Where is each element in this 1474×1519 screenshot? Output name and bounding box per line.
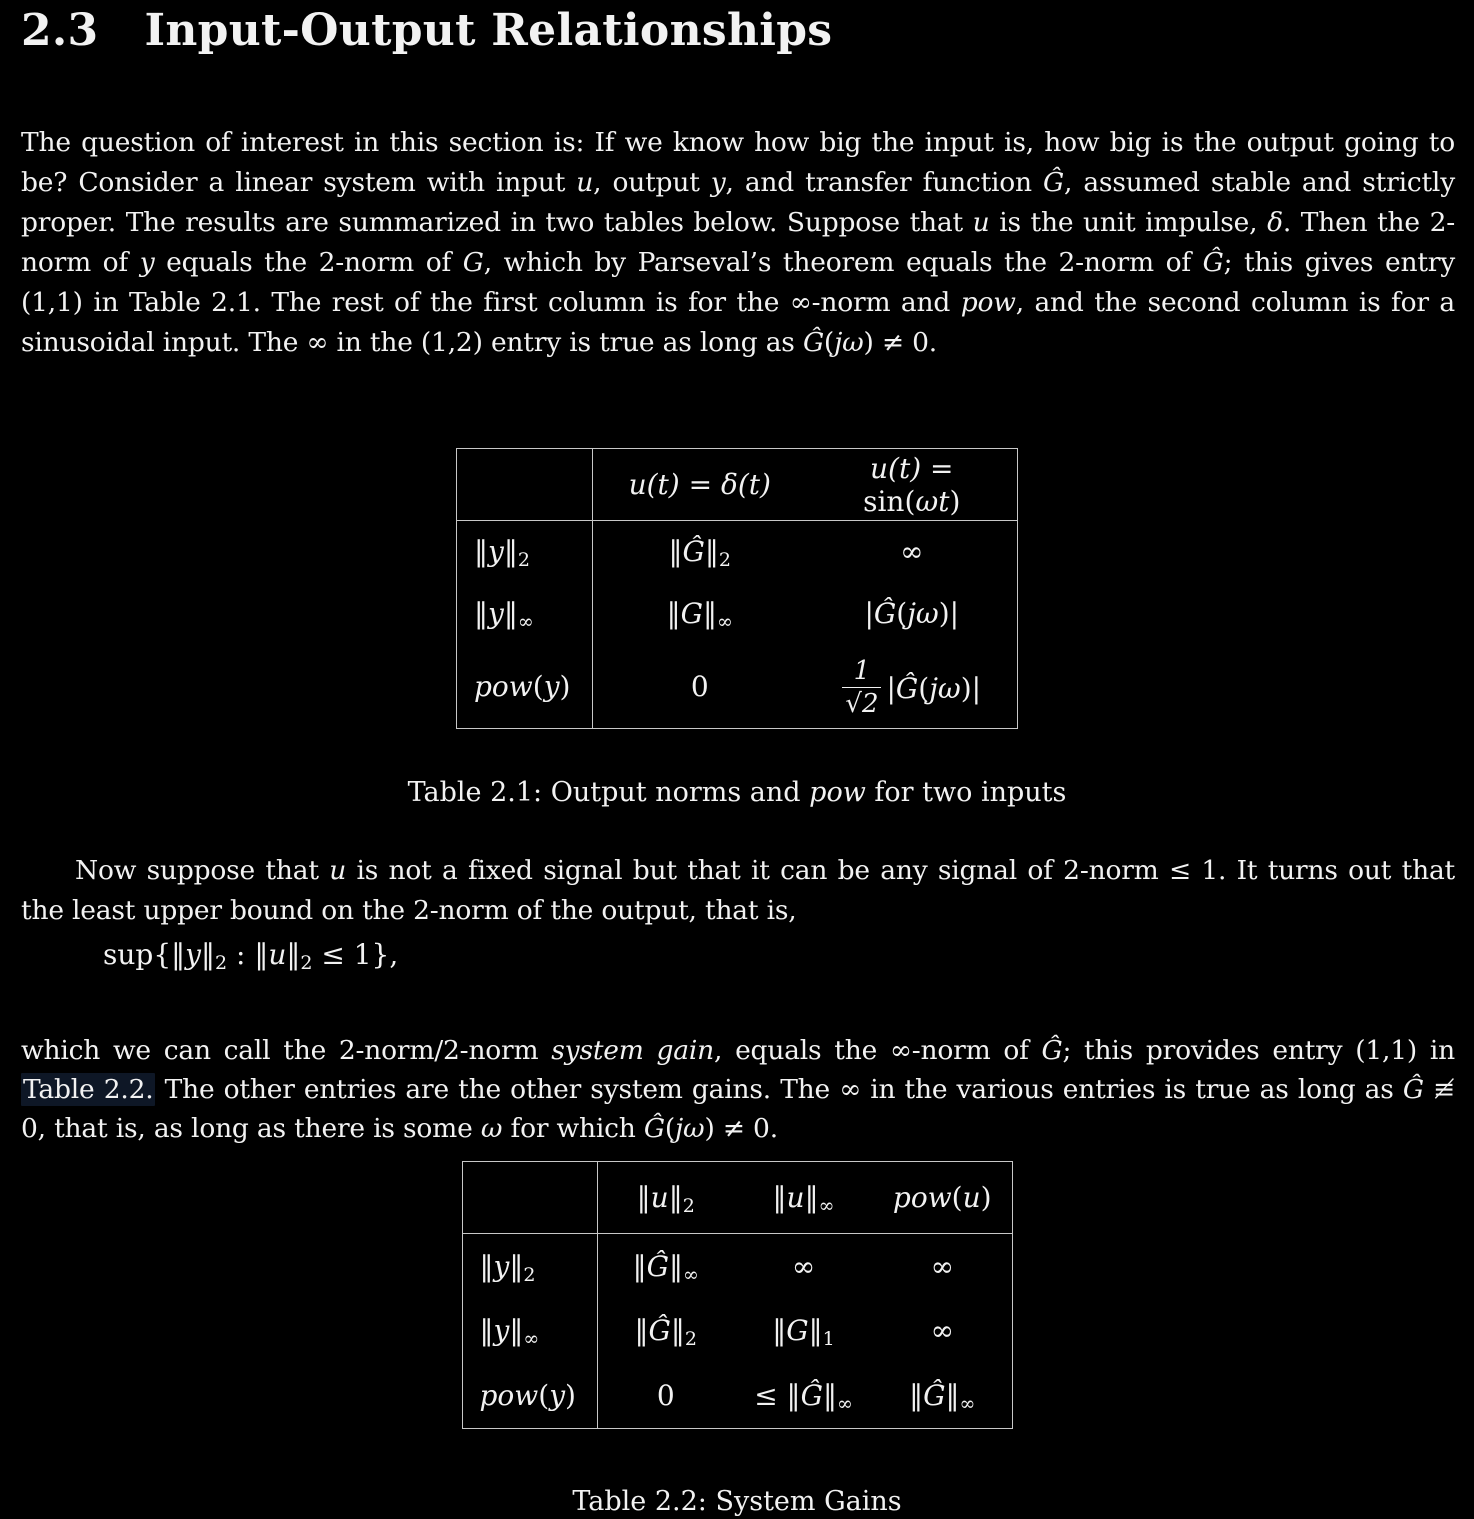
table-row (462, 1298, 1012, 1362)
t2-cell-powy-u2 (597, 1362, 734, 1429)
text-segment: y (488, 596, 504, 630)
t2-cell-yinf-uinf (734, 1298, 873, 1362)
table-row (457, 521, 1018, 583)
text-segment: Ĝ (1041, 1034, 1063, 1066)
table-2-1-caption (0, 777, 1474, 808)
text-segment: ‖ (503, 596, 518, 630)
text-segment: for which (502, 1112, 644, 1144)
text-segment: u (962, 1181, 981, 1214)
text-segment: ω (480, 1112, 503, 1144)
text-segment: 2 (214, 951, 228, 974)
text-segment: pow (892, 1181, 952, 1214)
text-segment: ∞ (791, 1249, 816, 1283)
t2-label-y-2norm (462, 1234, 597, 1299)
text-segment: G (786, 1313, 809, 1347)
text-segment: ‖ (822, 1378, 837, 1412)
text-segment: | (864, 596, 874, 630)
table-row (457, 582, 1018, 644)
t2-cell-yinf-powu (873, 1298, 1012, 1362)
text-segment: ∞ (683, 1263, 699, 1286)
text-segment: ‖ (772, 1181, 787, 1214)
text-segment: ≢ 0, that is, as long as there is some (21, 1073, 1456, 1144)
text-segment: ( (918, 671, 930, 705)
text-segment: ‖ (909, 1378, 924, 1412)
text-segment: ) (949, 484, 961, 518)
t2-cell-y2-uinf (734, 1234, 873, 1299)
text-segment: ‖ (636, 1181, 651, 1214)
text-segment: G (462, 246, 484, 278)
section-title: Input-Output Relationships (144, 5, 833, 56)
text-segment: u (329, 854, 347, 886)
paragraph-signal-bound (21, 851, 1455, 931)
text-segment: ‖ (509, 1249, 524, 1283)
table-row (462, 1234, 1012, 1299)
paragraph-system-gain (21, 1031, 1455, 1148)
text-segment: ‖ (634, 1313, 649, 1347)
t1-cell-pow-delta (593, 644, 807, 729)
text-segment: . Then the 2-norm of (21, 206, 1455, 278)
text-segment: ‖ (668, 1181, 683, 1214)
text-segment: ( (532, 669, 544, 703)
text-segment: ‖ (772, 1313, 787, 1347)
text-segment: ‖ (474, 596, 488, 630)
table-2-1-container (0, 448, 1474, 729)
text-segment: , equals the ∞-norm of (714, 1034, 1042, 1066)
text-segment: ( (823, 326, 835, 358)
t2-cell-y2-u2 (597, 1234, 734, 1299)
text-segment: ( (538, 1378, 550, 1412)
text-segment: ∞ (836, 1392, 853, 1415)
text-segment: jω (675, 1112, 705, 1144)
text-segment: ∞ (930, 1249, 954, 1283)
text-segment: for two inputs (865, 777, 1067, 808)
text-segment: pow (479, 1378, 539, 1412)
text-segment: y (493, 1313, 510, 1347)
text-segment: ‖ (632, 1249, 647, 1283)
text-segment: ‖ (666, 596, 681, 630)
text-segment: ∞ (900, 535, 924, 568)
text-segment: ( (664, 1112, 675, 1144)
text-segment: Ĝ (1402, 1073, 1424, 1105)
text-segment: ‖ (668, 535, 683, 568)
text-segment: is the unit impulse, (989, 206, 1268, 238)
text-segment: u(t) (628, 468, 680, 501)
text-segment: jω (834, 326, 864, 358)
t1-cell-y2-delta (593, 521, 807, 583)
text-segment: ‖ (479, 1249, 494, 1283)
text-segment: 2 (517, 548, 530, 571)
t2-header-empty-cell (462, 1162, 597, 1234)
table-2-2 (462, 1161, 1013, 1429)
text-segment: ‖ (669, 1249, 683, 1283)
text-segment: y (139, 246, 155, 278)
text-segment: u (972, 206, 990, 238)
text-segment: ‖ (503, 535, 518, 568)
text-segment: The question of interest in this section is: If we know how big the input is, how big is the output going to be? Consider a linear system with input (21, 126, 1455, 198)
text-segment: ) ≠ 0. (704, 1112, 778, 1144)
table-2-2-header-row (462, 1162, 1012, 1234)
paragraph-intro (21, 123, 1455, 363)
text-segment: ; this provides entry (1,1) in (1062, 1034, 1455, 1066)
fraction-numerator: 1 (853, 656, 871, 687)
text-segment: 2 (300, 951, 313, 974)
text-segment: Table 2.1: Output norms and (407, 777, 810, 808)
text-segment: = (679, 468, 721, 501)
text-segment: Ĝ (643, 1112, 665, 1144)
t1-header-empty-cell (457, 449, 593, 521)
text-segment: ‖ (945, 1378, 960, 1412)
text-segment: Ĝ (895, 671, 919, 705)
text-segment: 2 (718, 548, 731, 571)
t2-cell-yinf-u2 (597, 1298, 734, 1362)
table-row (457, 644, 1018, 729)
text-segment: u (650, 1181, 669, 1214)
text-segment: ‖ (474, 535, 488, 568)
table-2-2-container (0, 1161, 1474, 1429)
text-segment: δ(t) (720, 468, 771, 501)
text-segment: 2 (523, 1263, 536, 1286)
text-segment: Ĝ (802, 326, 824, 358)
text-segment: y (493, 1249, 510, 1283)
text-segment: is not a fixed signal but that it can be any signal of 2-norm ≤ 1. It turns out that the least upper bound on the 2-norm of the output, that is, (21, 854, 1455, 926)
text-segment: Ĝ (1043, 166, 1065, 198)
text-segment: y (543, 669, 560, 703)
text-segment: equals the 2-norm of (154, 246, 463, 278)
text-segment: δ (1267, 206, 1283, 238)
fraction-after-term (886, 672, 981, 705)
text-segment: Now suppose that (75, 854, 330, 886)
text-segment: ‖ (200, 938, 215, 971)
text-segment: ∞ (930, 1313, 954, 1347)
text-segment: ) ≠ 0. (863, 326, 937, 358)
text-segment: Ĝ (646, 1249, 669, 1283)
text-segment: y (185, 938, 201, 971)
t1-cell-yinf-sin (807, 582, 1018, 644)
text-segment: ) (559, 669, 571, 703)
text-segment: u(t) (869, 451, 922, 485)
t1-cell-pow-sin (807, 644, 1018, 729)
text-segment: )| (960, 671, 982, 705)
t2-cell-powy-uinf (734, 1362, 873, 1429)
text-segment: jω (929, 671, 961, 705)
table-2-1 (456, 448, 1018, 729)
text-segment: ( (951, 1181, 963, 1214)
fraction-denominator: √2 (842, 687, 881, 719)
text-segment: ‖ (704, 535, 719, 568)
text-segment: system gain (551, 1034, 715, 1066)
t1-header-sinusoid-input (807, 449, 1018, 521)
section-number: 2.3 (21, 5, 99, 56)
text-segment: ; this gives entry (1,1) in Table 2.1. The rest of the first column is for the ∞-norm and (21, 246, 1456, 318)
text-segment: 2 (684, 1327, 697, 1350)
text-segment: G (680, 596, 703, 630)
text-segment: 2 (682, 1194, 695, 1217)
t1-label-y-2norm (457, 521, 593, 583)
text-segment: u (576, 166, 594, 198)
text-segment: ‖ (509, 1313, 524, 1347)
text-segment: ∞ (523, 1327, 540, 1350)
text-segment: y (488, 535, 504, 568)
text-segment: ωt (915, 484, 950, 518)
fraction-one-over-sqrt2 (842, 657, 881, 718)
t2-header-pow-u (873, 1162, 1012, 1234)
text-segment: ≤ ‖ (754, 1378, 801, 1412)
text-segment: Ĝ (1202, 246, 1224, 278)
t2-label-pow-y (462, 1362, 597, 1429)
text-segment: ∞ (517, 610, 534, 633)
t1-cell-y2-sin (807, 521, 1018, 583)
t1-header-impulse-input (593, 449, 807, 521)
t2-cell-powy-powu (873, 1362, 1012, 1429)
text-segment: ≤ 1}, (312, 938, 399, 971)
text-segment: 0 (656, 1378, 675, 1412)
text-segment: : ‖ (227, 938, 269, 971)
text-segment: , assumed stable and strictly proper. The results are summarized in two tables below. Suppose that (21, 166, 1455, 238)
text-segment: = sin( (863, 451, 954, 518)
t2-header-u-infnorm (734, 1162, 873, 1234)
text-segment: ‖ (286, 938, 301, 971)
table-2-1-header-row (457, 449, 1018, 521)
text-segment: y (710, 166, 726, 198)
text-segment: ‖ (804, 1181, 819, 1214)
text-segment: ∞ (717, 610, 733, 633)
t1-cell-yinf-delta (593, 582, 807, 644)
text-segment: u (268, 938, 287, 971)
text-segment: 1 (822, 1327, 835, 1350)
text-segment: pow (474, 669, 533, 703)
text-segment: )| (938, 596, 960, 630)
text-segment: | (886, 671, 896, 705)
text-segment: pow (809, 777, 866, 808)
text-segment: Ĝ (873, 596, 897, 630)
text-segment: The other entries are the other system gains. The ∞ in the various entries is true as long as (155, 1073, 1403, 1105)
text-segment: ‖ (479, 1313, 494, 1347)
text-segment: , and transfer function (725, 166, 1044, 198)
fraction-expression (842, 657, 981, 718)
text-segment: sup{‖ (103, 938, 186, 971)
table-row (462, 1362, 1012, 1429)
text-segment: pow (960, 286, 1016, 318)
t2-cell-y2-powu (873, 1234, 1012, 1299)
text-segment: jω (907, 596, 939, 630)
section-heading (21, 6, 832, 57)
text-segment: y (549, 1378, 566, 1412)
t1-label-pow-y (457, 644, 593, 729)
text-segment: Ĝ (923, 1378, 946, 1412)
text-segment: Ĝ (800, 1378, 823, 1412)
t2-header-u-2norm (597, 1162, 734, 1234)
text-segment: , which by Parseval’s theorem equals the 2-norm of (483, 246, 1203, 278)
text-segment: , and the second column is for a sinusoidal input. The ∞ in the (1,2) entry is true as long as (21, 286, 1455, 358)
sup-norm-expression (103, 938, 399, 974)
text-segment: 0 (690, 669, 709, 703)
text-segment: ∞ (959, 1392, 976, 1415)
text-segment: ) (980, 1181, 992, 1214)
text-segment: ) (565, 1378, 576, 1412)
t1-label-y-infnorm (457, 582, 593, 644)
text-segment: , output (593, 166, 711, 198)
text-segment: ‖ (703, 596, 717, 630)
text-segment: ∞ (818, 1194, 835, 1217)
text-segment: u (786, 1181, 805, 1214)
table-2-2-caption: Table 2.2: System Gains (572, 1486, 902, 1517)
text-segment: Ĝ (648, 1313, 671, 1347)
t2-label-y-infnorm (462, 1298, 597, 1362)
text-segment: ‖ (808, 1313, 823, 1347)
text-segment: ( (896, 596, 908, 630)
text-segment: which we can call the 2-norm/2-norm (21, 1034, 552, 1066)
text-segment: Ĝ (682, 535, 705, 568)
table-2-2-link[interactable]: Table 2.2. (23, 1073, 154, 1105)
text-segment: ‖ (670, 1313, 685, 1347)
